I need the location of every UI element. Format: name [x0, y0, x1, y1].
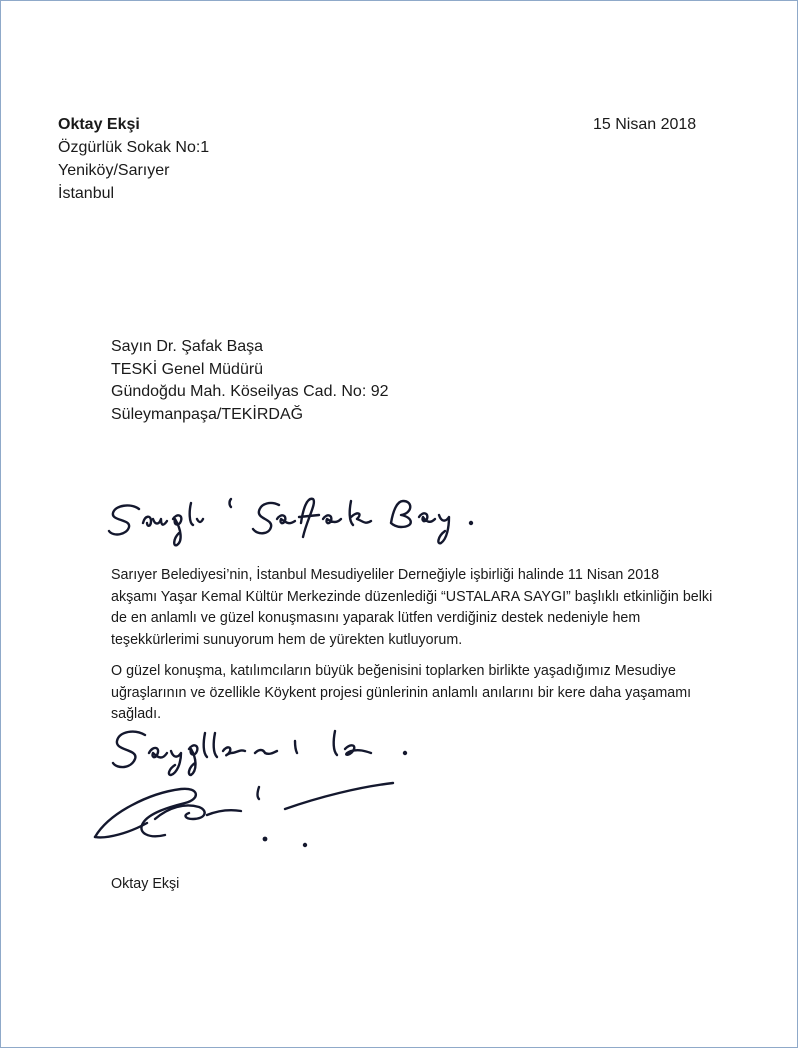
- recipient-address-block: [111, 336, 389, 426]
- signature-name: Oktay Ekşi: [111, 876, 180, 892]
- body-paragraph-2: [111, 661, 731, 726]
- handwritten-closing: [105, 719, 445, 779]
- paragraph-1-line: Sarıyer Belediyesi’nin, İstanbul Mesudiyeliler Derneğiyle işbirliği halinde 11 Nisan 2018: [111, 567, 660, 583]
- letter-date: 15 Nisan 2018: [593, 116, 697, 133]
- recipient-address: Gündoğdu Mah. Köseilyas Cad. No: 92: [111, 383, 389, 400]
- sender-street: Özgürlük Sokak No:1: [58, 139, 210, 156]
- sender-address-block: [58, 113, 209, 205]
- paragraph-1-line: teşekkürlerimi sunuyorum hem de yürekten kutluyorum.: [111, 631, 463, 648]
- sender-city: İstanbul: [58, 185, 115, 202]
- paragraph-2-line: sağladı.: [111, 706, 162, 723]
- sender-name: Oktay Ekşi: [58, 116, 140, 133]
- handwritten-greeting: [101, 479, 501, 549]
- signature: [89, 773, 409, 863]
- paragraph-2-line: uğraşlarının ve özellikle Köykent projesi günlerinin anlamlı anılarını bir kere daha yaşamamı: [111, 684, 692, 701]
- recipient-title: TESKİ Genel Müdürü: [111, 360, 264, 378]
- recipient-city: Süleymanpaşa/TEKİRDAĞ: [111, 405, 304, 423]
- paragraph-1-line: de en anlamlı ve güzel konuşmasını yaparak lütfen verdiğiniz destek nedeniyle hem: [111, 610, 641, 627]
- paragraph-1-line: akşamı Yaşar Kemal Kültür Merkezinde düzenlediği “USTALARA SAYGI” başlıklı etkinliğin belki: [111, 588, 713, 605]
- body-paragraph-1: [111, 565, 731, 651]
- sender-district: Yeniköy/Sarıyer: [58, 162, 170, 179]
- paragraph-2-line: O güzel konuşma, katılımcıların büyük beğenisini toplarken birlikte yaşadığımız Mesudiye: [111, 663, 676, 679]
- recipient-name: Sayın Dr. Şafak Başa: [111, 338, 264, 355]
